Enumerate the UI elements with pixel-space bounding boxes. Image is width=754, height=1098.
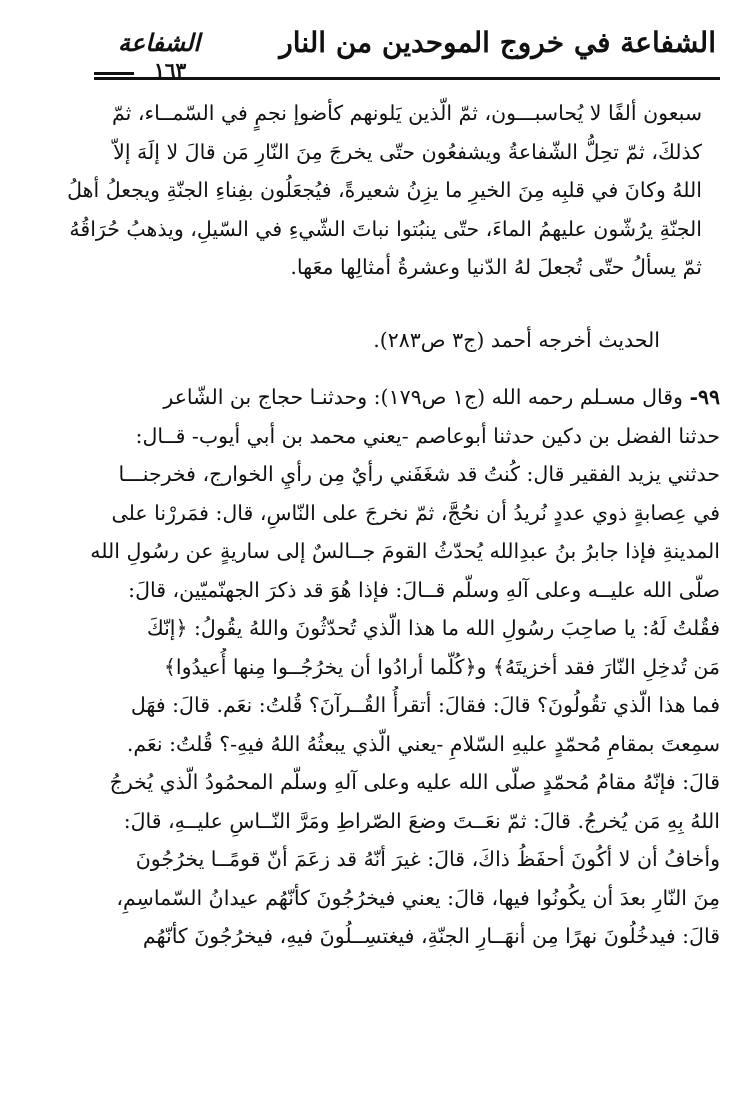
header-divider: [94, 77, 720, 80]
text-line: حدثنا الفضل بن دكين حدثنا أبوعاصم -يعني محمد بن أبي أيوب- قــال:: [135, 423, 720, 448]
book-name: الشفاعة: [118, 28, 201, 57]
running-header: [94, 24, 720, 80]
text-line: قالَ: فيدخُلُونَ نهرًا مِن أنهَــارِ الجنّةِ، فيغتسِــلُونَ فيهِ، فيخرُجُونَ كأنّهُم: [142, 924, 720, 948]
text-line: سمِعتَ بمقامِ مُحمّدٍ عليهِ السّلامِ -يعني الّذي يبعثُهُ اللهُ فيهِ-؟ قُلتُ: نعَم.: [126, 731, 720, 756]
text-line-first: [64, 378, 720, 417]
text-line: حدثني يزيد الفقير قال: كُنتُ قد شغَفَني رأيٌ مِن رأيِ الخوارج، فخرجنـــا: [118, 462, 720, 486]
header-divider-tail: [94, 72, 134, 75]
hadith-continuation: [64, 94, 702, 287]
text-line: مَن تُدخِلِ النّارَ فقد أخزيتَهُ﴾ و﴿كُلّما أرادُوا أن يخرُجُــوا مِنها أُعيدُوا﴾: [163, 654, 720, 679]
text-line: اللهُ بِهِ مَن يُخرجُ. قالَ: ثمّ نعَــتَ وضعَ الصّراطِ ومَرَّ النّــاسِ عليــهِ، قالَ:: [123, 808, 720, 833]
text-line: سبعون ألفًا لا يُحاسبـــون، ثمّ الّذين يَلونهم كأضوإ نجمٍ في السّمــاء، ثمّ: [111, 101, 702, 125]
text-line: المدينةِ فإذا جابرُ بنُ عبدِالله يُحدّثُ القومَ جــالسٌ إلى ساريةٍ عن رسُولِ الله: [90, 539, 720, 563]
text-line: وقال مسـلم رحمه الله (ج١ ص١٧٩): وحدثنـا حجاج بن الشّاعر: [163, 385, 683, 409]
hadith-number: ٩٩-: [689, 385, 720, 409]
text-line: ثمّ يسألُ حتّى تُجعلَ لهُ الدّنيا وعشرةُ أمثالِها معَها.: [290, 255, 702, 279]
page-number: ١٦٣: [154, 58, 187, 82]
text-line: وأخافُ أن لا أكُونَ أحفَظُ ذاكَ، قالَ: غيرَ أنّهُ قد زعَمَ أنّ قومًــا يخرُجُونَ: [135, 847, 720, 871]
text-line: مِنَ النّارِ بعدَ أن يكُونُوا فيها، قالَ: يعني فيخرُجُونَ كأنّهُم عيدانُ السّماسِمِ،: [116, 885, 720, 910]
chapter-title: الشفاعة في خروج الموحدين من النار: [279, 26, 716, 59]
text-line: قالَ: فإنّهُ مقامُ مُحمّدٍ صلّى الله عليه وعلى آلهِ وسلّم المحمُودُ الّذي يُخرجُ: [109, 770, 720, 794]
text-line: صلّى الله عليــه وعلى آلهِ وسلّم قــالَ: فإذا هُوَ قد ذكرَ الجهنّميّين، قالَ:: [128, 577, 720, 602]
text-line: كذلكَ، ثمّ تحِلُّ الشّفاعةُ ويشفعُون حتّى يخرجَ مِنَ النّارِ مَن قالَ لا إلَهَ إلاّ: [113, 139, 702, 164]
text-line: في عِصابةٍ ذوي عددٍ نُريدُ أن نحُجَّ، ثمّ نخرجَ على النّاسِ، قال: فمَررْنا على: [111, 500, 720, 525]
hadith-99: [64, 378, 720, 956]
text-line: فما هذا الّذي تقُولُونَ؟ قالَ: فقالَ: أتقرأُ القُــرآنَ؟ قُلتُ: نعَم. قالَ: فهَل: [130, 693, 720, 717]
text-line: اللهُ وكانَ في قلبِه مِنَ الخيرِ ما يزِنُ شعيرةً، فيُجعَلُون بفِناءِ الجنّةِ ويجعلُ أهلُ: [67, 178, 702, 202]
text-line: الجنّةِ يرُشّون عليهمُ الماءَ، حتّى ينبُتوا نباتَ الشّيءِ في السّيلِ، ويذهبُ حُرَاقُهُ: [69, 216, 702, 241]
text-line: فقُلتُ لَهُ: يا صاحِبَ رسُولِ الله ما هذا الّذي تُحدّثُونَ واللهُ يقُولُ: ﴿إنّكَ: [146, 616, 720, 640]
hadith-source: الحديث أخرجه أحمد (ج٣ ص٢٨٣).: [373, 328, 660, 352]
